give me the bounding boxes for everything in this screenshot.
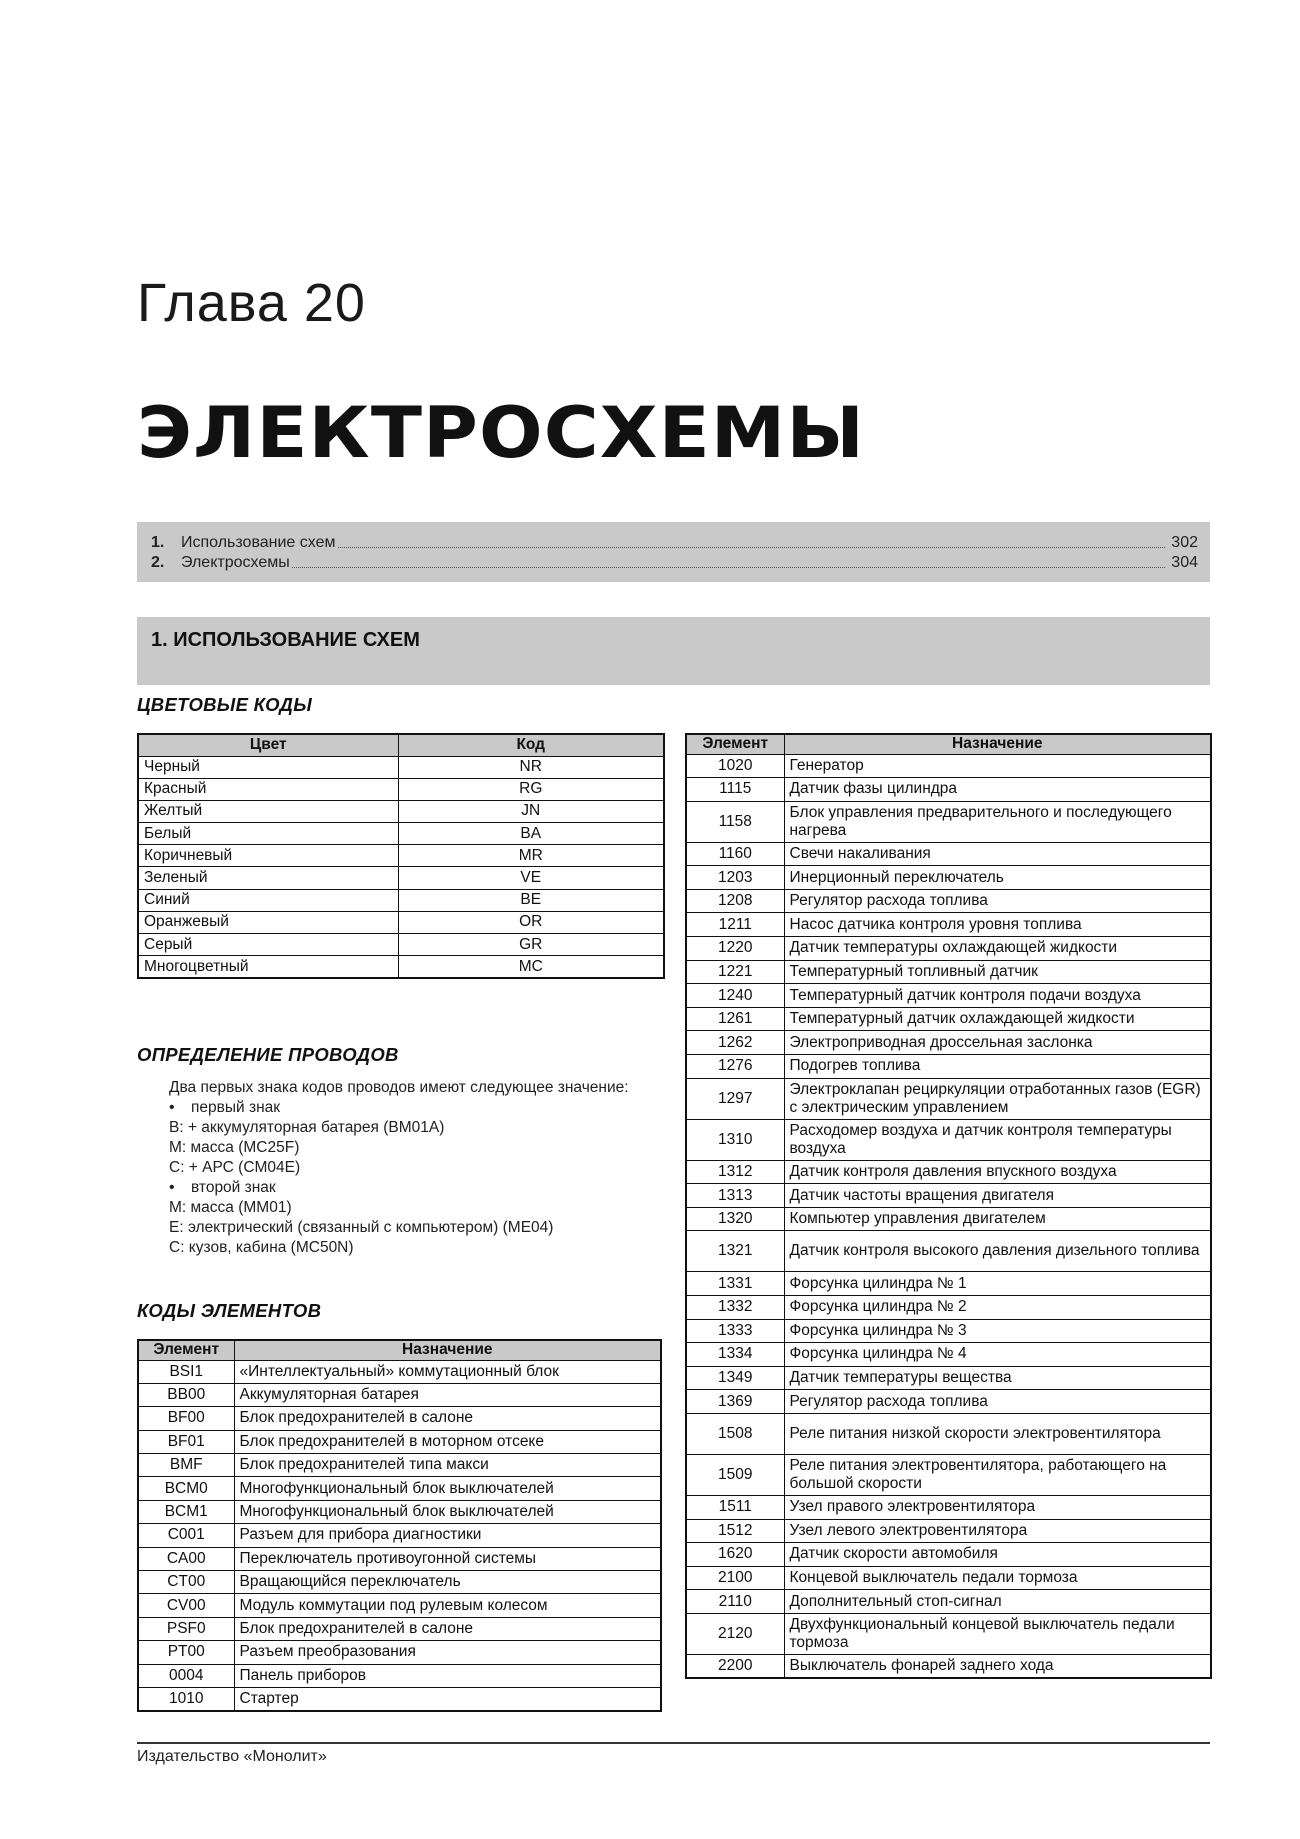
cell-value: «Интеллектуальный» коммутационный блок: [234, 1360, 661, 1383]
cell-value: NR: [398, 756, 664, 778]
cell-value: Форсунка цилиндра № 3: [784, 1319, 1211, 1343]
page-title: ЭЛЕКТРОСХЕМЫ: [137, 392, 866, 474]
cell-value: BE: [398, 889, 664, 911]
cell-key: 1115: [686, 778, 784, 802]
toc-leader: [338, 547, 1166, 548]
cell-key: Многоцветный: [138, 956, 398, 978]
cell-value: Электроприводная дроссельная заслонка: [784, 1031, 1211, 1055]
cell-key: 1620: [686, 1543, 784, 1567]
table-row: [686, 1231, 1211, 1272]
element-codes-table-right: [685, 733, 1212, 1679]
wires-heading: ОПРЕДЕЛЕНИЕ ПРОВОДОВ: [137, 1044, 399, 1065]
table-row: [686, 984, 1211, 1008]
cell-key: PT00: [138, 1641, 234, 1664]
cell-key: 1208: [686, 889, 784, 913]
table-row: [138, 1617, 661, 1640]
cell-value: Температурный датчик охлаждающей жидкости: [784, 1007, 1211, 1031]
cell-value: VE: [398, 867, 664, 889]
table-row: [138, 1594, 661, 1617]
table-row: [686, 1543, 1211, 1567]
cell-value: OR: [398, 911, 664, 933]
cell-key: 1221: [686, 960, 784, 984]
table-row: [686, 1654, 1211, 1678]
cell-key: 1220: [686, 937, 784, 961]
cell-value: Датчик температуры охлаждающей жидкости: [784, 937, 1211, 961]
table-of-contents: [137, 522, 1210, 582]
table-row: [686, 1078, 1211, 1119]
table-row: [138, 800, 664, 822]
code-line: M: масса (MC25F): [169, 1139, 300, 1156]
table-row: [686, 1566, 1211, 1590]
cell-key: 1331: [686, 1272, 784, 1296]
cell-key: 1334: [686, 1343, 784, 1367]
table-row: [138, 1383, 661, 1406]
table-row: [686, 1519, 1211, 1543]
table-row: [138, 1524, 661, 1547]
chapter-label: Глава 20: [137, 273, 366, 333]
table-row: [138, 845, 664, 867]
cell-value: Генератор: [784, 754, 1211, 778]
table-row: [686, 754, 1211, 778]
table-row: [686, 1390, 1211, 1414]
toc-page: 304: [1171, 554, 1198, 571]
column-header: Элемент: [686, 734, 784, 754]
cell-value: GR: [398, 934, 664, 956]
cell-key: 1203: [686, 866, 784, 890]
cell-key: 1240: [686, 984, 784, 1008]
cell-key: 1020: [686, 754, 784, 778]
table-row: [138, 1571, 661, 1594]
table-row: [686, 913, 1211, 937]
cell-key: C001: [138, 1524, 234, 1547]
cell-key: BCM1: [138, 1500, 234, 1523]
cell-key: 1321: [686, 1231, 784, 1272]
code-line: C: + АРС (CM04E): [169, 1159, 301, 1176]
cell-value: Узел правого электровентилятора: [784, 1495, 1211, 1519]
cell-key: 1310: [686, 1119, 784, 1160]
cell-key: 2200: [686, 1654, 784, 1678]
column-header: Код: [398, 734, 664, 756]
table-row: [138, 1454, 661, 1477]
cell-value: Датчик частоты вращения двигателя: [784, 1184, 1211, 1208]
table-header-row: [138, 1340, 661, 1360]
cell-value: Компьютер управления двигателем: [784, 1207, 1211, 1231]
cell-value: Разъем для прибора диагностики: [234, 1524, 661, 1547]
table-row: [138, 911, 664, 933]
table-row: [686, 1454, 1211, 1495]
cell-value: Многофункциональный блок выключателей: [234, 1500, 661, 1523]
cell-value: MR: [398, 845, 664, 867]
table-row: [686, 1055, 1211, 1079]
cell-key: 1508: [686, 1413, 784, 1454]
table-row: [686, 1296, 1211, 1320]
cell-key: 1333: [686, 1319, 784, 1343]
cell-key: 0004: [138, 1664, 234, 1687]
cell-value: Регулятор расхода топлива: [784, 889, 1211, 913]
column-header: Назначение: [784, 734, 1211, 754]
cell-value: Блок предохранителей в моторном отсеке: [234, 1430, 661, 1453]
element-codes-heading: КОДЫ ЭЛЕМЕНТОВ: [137, 1300, 322, 1321]
cell-key: 1511: [686, 1495, 784, 1519]
code-line: B: + аккумуляторная батарея (BM01A): [169, 1119, 445, 1136]
cell-value: Блок предохранителей в салоне: [234, 1617, 661, 1640]
element-codes-table-left: [137, 1339, 662, 1712]
cell-key: Серый: [138, 934, 398, 956]
cell-value: Датчик скорости автомобиля: [784, 1543, 1211, 1567]
toc-entry[interactable]: [151, 552, 1198, 572]
toc-number: 1.: [151, 534, 165, 551]
table-row: [686, 1343, 1211, 1367]
cell-value: Вращающийся переключатель: [234, 1571, 661, 1594]
cell-key: 1261: [686, 1007, 784, 1031]
table-row: [686, 1366, 1211, 1390]
cell-value: Блок предохранителей типа макси: [234, 1454, 661, 1477]
table-row: [686, 842, 1211, 866]
cell-value: Аккумуляторная батарея: [234, 1383, 661, 1406]
cell-value: Форсунка цилиндра № 1: [784, 1272, 1211, 1296]
cell-key: 2100: [686, 1566, 784, 1590]
cell-key: 1349: [686, 1366, 784, 1390]
cell-value: Реле питания электровентилятора, работающего на большой скорости: [784, 1454, 1211, 1495]
cell-key: PSF0: [138, 1617, 234, 1640]
cell-key: 1262: [686, 1031, 784, 1055]
cell-value: Насос датчика контроля уровня топлива: [784, 913, 1211, 937]
cell-value: Датчик контроля давления впускного воздуха: [784, 1160, 1211, 1184]
column-header: Назначение: [234, 1340, 661, 1360]
cell-key: 1160: [686, 842, 784, 866]
table-row: [686, 1413, 1211, 1454]
cell-key: 1010: [138, 1687, 234, 1710]
table-row: [138, 867, 664, 889]
cell-value: Свечи накаливания: [784, 842, 1211, 866]
table-row: [138, 1360, 661, 1383]
cell-key: BCM0: [138, 1477, 234, 1500]
cell-key: Красный: [138, 778, 398, 800]
cell-value: BA: [398, 823, 664, 845]
code-line: M: масса (MM01): [169, 1199, 292, 1216]
cell-key: CT00: [138, 1571, 234, 1594]
toc-entry[interactable]: [151, 532, 1198, 552]
column-header: Цвет: [138, 734, 398, 756]
table-row: [686, 1495, 1211, 1519]
cell-value: Инерционный переключатель: [784, 866, 1211, 890]
cell-value: Электроклапан рециркуляции отработанных газов (EGR) с электрическим управлением: [784, 1078, 1211, 1119]
table-row: [138, 1641, 661, 1664]
cell-key: Желтый: [138, 800, 398, 822]
cell-value: Форсунка цилиндра № 4: [784, 1343, 1211, 1367]
cell-key: BF01: [138, 1430, 234, 1453]
cell-value: Многофункциональный блок выключателей: [234, 1477, 661, 1500]
table-row: [686, 778, 1211, 802]
cell-key: Синий: [138, 889, 398, 911]
toc-title: Электросхемы: [181, 554, 290, 571]
table-row: [138, 1477, 661, 1500]
section-title: 1. ИСПОЛЬЗОВАНИЕ СХЕМ: [151, 629, 420, 651]
table-row: [686, 1160, 1211, 1184]
table-row: [138, 778, 664, 800]
table-row: [138, 934, 664, 956]
cell-value: Форсунка цилиндра № 2: [784, 1296, 1211, 1320]
cell-key: Зеленый: [138, 867, 398, 889]
table-header-row: [138, 734, 664, 756]
cell-key: 1276: [686, 1055, 784, 1079]
cell-value: Реле питания низкой скорости электровентилятора: [784, 1413, 1211, 1454]
cell-key: 1297: [686, 1078, 784, 1119]
cell-key: Коричневый: [138, 845, 398, 867]
table-row: [138, 823, 664, 845]
code-line: E: электрический (связанный с компьютером) (ME04): [169, 1219, 554, 1236]
bullet-item: • первый знак: [137, 1098, 663, 1118]
cell-value: Подогрев топлива: [784, 1055, 1211, 1079]
table-row: [138, 756, 664, 778]
table-row: [138, 1430, 661, 1453]
color-codes-heading: ЦВЕТОВЫЕ КОДЫ: [137, 694, 313, 715]
cell-value: Датчик контроля высокого давления дизельного топлива: [784, 1231, 1211, 1272]
color-codes-table: [137, 733, 665, 979]
table-row: [686, 1031, 1211, 1055]
bullet-item: • второй знак: [137, 1178, 663, 1198]
toc-leader: [292, 567, 1166, 568]
column-header: Элемент: [138, 1340, 234, 1360]
cell-key: 1312: [686, 1160, 784, 1184]
table-header-row: [686, 734, 1211, 754]
cell-key: 1369: [686, 1390, 784, 1414]
section-header: [137, 617, 1210, 685]
publisher-footer: Издательство «Монолит»: [137, 1748, 327, 1765]
table-row: [686, 960, 1211, 984]
toc-number: 2.: [151, 554, 165, 571]
cell-key: 1332: [686, 1296, 784, 1320]
cell-value: Расходомер воздуха и датчик контроля температуры воздуха: [784, 1119, 1211, 1160]
cell-value: Температурный датчик контроля подачи воздуха: [784, 984, 1211, 1008]
table-row: [686, 1119, 1211, 1160]
wires-description: [137, 1078, 663, 1258]
cell-value: Дополнительный стоп-сигнал: [784, 1590, 1211, 1614]
cell-key: 1509: [686, 1454, 784, 1495]
cell-value: Переключатель противоугонной системы: [234, 1547, 661, 1570]
cell-key: 2110: [686, 1590, 784, 1614]
code-line: C: кузов, кабина (MC50N): [169, 1239, 354, 1256]
table-row: [138, 956, 664, 978]
cell-value: Узел левого электровентилятора: [784, 1519, 1211, 1543]
cell-value: Температурный топливный датчик: [784, 960, 1211, 984]
table-row: [138, 1500, 661, 1523]
table-row: [138, 889, 664, 911]
cell-key: BMF: [138, 1454, 234, 1477]
table-row: [686, 1184, 1211, 1208]
cell-value: Стартер: [234, 1687, 661, 1710]
table-row: [138, 1547, 661, 1570]
table-row: [686, 1590, 1211, 1614]
table-row: [686, 866, 1211, 890]
cell-value: Разъем преобразования: [234, 1641, 661, 1664]
cell-key: Белый: [138, 823, 398, 845]
toc-title: Использование схем: [181, 534, 336, 551]
table-row: [686, 801, 1211, 842]
cell-value: MC: [398, 956, 664, 978]
cell-key: 1158: [686, 801, 784, 842]
cell-key: BF00: [138, 1407, 234, 1430]
cell-key: CA00: [138, 1547, 234, 1570]
cell-key: 1211: [686, 913, 784, 937]
cell-value: Датчик фазы цилиндра: [784, 778, 1211, 802]
cell-key: Оранжевый: [138, 911, 398, 933]
cell-value: RG: [398, 778, 664, 800]
table-row: [138, 1664, 661, 1687]
toc-page: 302: [1171, 534, 1198, 551]
cell-value: JN: [398, 800, 664, 822]
table-row: [686, 1207, 1211, 1231]
table-row: [686, 889, 1211, 913]
cell-key: CV00: [138, 1594, 234, 1617]
cell-key: 2120: [686, 1613, 784, 1654]
table-row: [686, 1007, 1211, 1031]
cell-value: Блок предохранителей в салоне: [234, 1407, 661, 1430]
cell-key: 1313: [686, 1184, 784, 1208]
table-row: [686, 1613, 1211, 1654]
cell-value: Двухфункциональный концевой выключатель педали тормоза: [784, 1613, 1211, 1654]
table-row: [138, 1407, 661, 1430]
wires-intro: Два первых знака кодов проводов имеют следующее значение:: [169, 1079, 629, 1096]
table-row: [138, 1687, 661, 1710]
cell-key: BB00: [138, 1383, 234, 1406]
table-row: [686, 1272, 1211, 1296]
cell-value: Датчик температуры вещества: [784, 1366, 1211, 1390]
cell-value: Панель приборов: [234, 1664, 661, 1687]
cell-value: Выключатель фонарей заднего хода: [784, 1654, 1211, 1678]
cell-value: Модуль коммутации под рулевым колесом: [234, 1594, 661, 1617]
footer-divider: [137, 1742, 1210, 1744]
table-row: [686, 1319, 1211, 1343]
cell-value: Регулятор расхода топлива: [784, 1390, 1211, 1414]
cell-key: Черный: [138, 756, 398, 778]
table-row: [686, 937, 1211, 961]
cell-key: BSI1: [138, 1360, 234, 1383]
cell-key: 1320: [686, 1207, 784, 1231]
cell-key: 1512: [686, 1519, 784, 1543]
cell-value: Концевой выключатель педали тормоза: [784, 1566, 1211, 1590]
cell-value: Блок управления предварительного и последующего нагрева: [784, 801, 1211, 842]
